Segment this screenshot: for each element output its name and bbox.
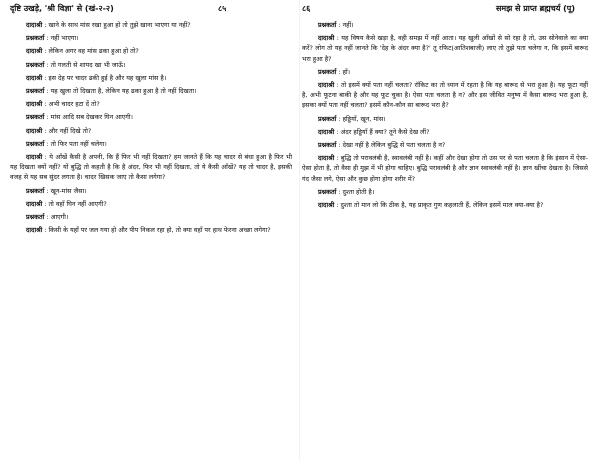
speaker-label: दादाश्री xyxy=(26,226,43,235)
dialogue-paragraph xyxy=(10,186,292,196)
dialogue-text: : हड्डियाँ, खून, मांस। xyxy=(336,114,386,123)
dialogue-paragraph xyxy=(302,20,588,30)
dialogue-text: : खाने के साथ मांस रखा हुआ हो तो तुझे खाना भाएगा या नहीं? xyxy=(42,21,191,29)
dialogue-paragraph xyxy=(10,112,292,122)
dialogue-paragraph xyxy=(10,225,292,235)
dialogue-paragraph xyxy=(302,67,588,77)
dialogue-paragraph xyxy=(10,199,292,209)
dialogue-text: : तो वहाँ घिन नहीं आएगी? xyxy=(42,199,107,208)
dialogue-paragraph xyxy=(302,114,588,124)
speaker-label: दादाश्री xyxy=(26,153,43,162)
dialogue-paragraph xyxy=(10,139,292,149)
dialogue-text: : आएगी। xyxy=(44,213,69,222)
dialogue-text: : बुद्धि तो परावलंबी है, स्वावलंबी नहीं है। कहीं और देखा होगा तो उस पर से पता चलता है कि इंसान में ऐसा-ऐसा होता है, तो वैसा ही मुझ में भी होगा चाहिए। बुद्धि परावलंबी है और ज्ञान स्वावलंबी नहीं है। ज्ञान खींचा देखता है। जिससे गंद जैसा लगे, ऐसा और कुछ होगा होगा शरीर में? xyxy=(302,154,588,183)
dialogue-paragraph xyxy=(10,152,292,183)
dialogue-paragraph xyxy=(302,187,588,197)
speaker-label: प्रश्नकर्ता xyxy=(26,60,45,69)
dialogue-text: : दुश्ता होती है। xyxy=(336,187,375,196)
speaker-label: दादाश्री xyxy=(318,127,335,136)
speaker-label: प्रश्नकर्ता xyxy=(26,87,45,96)
right-page-body xyxy=(302,20,588,213)
speaker-label: प्रश्नकर्ता xyxy=(318,21,337,29)
dialogue-text: : तो इसमें क्यों पता नहीं चलता? रॉकिट का तो ध्यान में रहता है कि यह बारूद से भरा हुआ है। यह फूटा नहीं है, अभी फूटना बाकी है और यह फूट चुका है। ऐसा पता चलता है न? और इस जीवित मनुष्य में कैसा बारूद भरा हुआ है, इसका क्यों पता नहीं चलता? इसमें कौन-कौन सा बारूद भरा है? xyxy=(302,81,588,110)
dialogue-text: : हाँ। xyxy=(336,67,351,76)
dialogue-paragraph xyxy=(302,33,588,64)
dialogue-paragraph xyxy=(10,60,292,70)
dialogue-text: : लेकिन अगर वह मांस ढका हुआ हो तो? xyxy=(42,47,139,56)
dialogue-text: : तो गलती से शायद खा भी जाऊँ। xyxy=(44,60,126,69)
speaker-label: प्रश्नकर्ता xyxy=(318,187,337,196)
speaker-label: दादाश्री xyxy=(318,34,335,43)
dialogue-text: : यह खुला तो दिखता है, लेकिन यह ढका हुआ है तो नहीं दिखता। xyxy=(44,87,197,96)
speaker-label: प्रश्नकर्ता xyxy=(26,113,45,122)
running-header-right: समझ से प्राप्त ब्रह्मचर्य (पू) xyxy=(496,4,575,13)
dialogue-text: : इस देह पर चादर ढकी हुई है और यह खुला मांस है। xyxy=(42,73,167,82)
dialogue-text: : खून-मांस जैसा। xyxy=(44,186,87,195)
dialogue-text: : मांस आदि सब देखकर घिन आएगी। xyxy=(44,113,133,122)
dialogue-paragraph xyxy=(10,126,292,136)
page-number-right: ८६ xyxy=(302,4,311,13)
dialogue-paragraph xyxy=(302,127,588,137)
dialogue-paragraph xyxy=(10,99,292,109)
speaker-label: प्रश्नकर्ता xyxy=(318,67,337,76)
speaker-label: प्रश्नकर्ता xyxy=(26,139,45,148)
dialogue-paragraph xyxy=(10,20,292,30)
speaker-label: दादाश्री xyxy=(26,100,43,109)
dialogue-text: : नहीं भाएगा। xyxy=(44,34,79,43)
speaker-label: प्रश्नकर्ता xyxy=(26,34,45,43)
speaker-label: प्रश्नकर्ता xyxy=(26,186,45,195)
speaker-label: दादाश्री xyxy=(318,154,335,163)
dialogue-paragraph xyxy=(302,80,588,111)
running-header-left: दृष्टि उखड़े, 'श्री विज्ञा' से (खं-२-२) xyxy=(10,4,114,13)
dialogue-text: : अभी चादर हटा दें तो? xyxy=(42,100,100,109)
speaker-label: प्रश्नकर्ता xyxy=(26,213,45,222)
right-page xyxy=(300,0,600,460)
left-page-body xyxy=(10,20,292,238)
dialogue-paragraph xyxy=(10,46,292,56)
dialogue-text: : दुश्ता तो मान लो कि ठीक है, यह प्राकृत गुण कहलाती हैं, लेकिन इसमें माल क्या-क्या है? xyxy=(334,201,544,210)
speaker-label: प्रश्नकर्ता xyxy=(318,114,337,123)
dialogue-paragraph xyxy=(10,73,292,83)
speaker-label: दादाश्री xyxy=(26,73,43,82)
dialogue-paragraph xyxy=(302,153,588,184)
dialogue-text: : और नहीं दिखे तो? xyxy=(42,126,92,135)
speaker-label: दादाश्री xyxy=(26,47,43,56)
dialogue-text: : यह विषय कैसे खड़ा है, वही समझ में नहीं आता। यह खुली आँखों से सो रहा है तो, उस सोनेवाले का क्या करें? लोग तो यह नहीं जानते कि 'देह के अंदर क्या है?' तू रफिट(आतिशबाजी) लाए तो तुझे पता चलेगा न, कि इसमें बारूद भरा हुआ है? xyxy=(302,34,588,63)
dialogue-paragraph xyxy=(10,212,292,222)
speaker-label: दादाश्री xyxy=(26,21,43,29)
speaker-label: दादाश्री xyxy=(318,201,335,210)
dialogue-text: : किसी के यहाँ पर जल गया हो और पीप निकल रहा हो, तो क्या वहाँ पर हाथ फेरना अच्छा लगेगा? xyxy=(42,226,271,235)
dialogue-text: : ये आँखें कैसी है अपनी, कि हैं फिर भी नहीं दिखता? हम जानते हैं कि यह चादर से बंधा हुआ है फिर भी यह दिखता क्यों नहीं? यों बुद्धि तो कहती है कि है अंदर, फिर भी नहीं दिखता, तो ये कैसी आँखें? यह तो चादर है, इसकी वजह से यह सब सुंदर लगता है। चादर खिसक जाए तो कैसा लगेगा? xyxy=(10,153,292,182)
speaker-label: दादाश्री xyxy=(26,126,43,135)
dialogue-text: : नहीं। xyxy=(336,21,354,29)
speaker-label: प्रश्नकर्ता xyxy=(318,141,337,150)
speaker-label: दादाश्री xyxy=(318,81,335,90)
dialogue-paragraph xyxy=(10,86,292,96)
dialogue-paragraph xyxy=(302,140,588,150)
dialogue-paragraph xyxy=(10,33,292,43)
dialogue-paragraph xyxy=(302,200,588,210)
page-number-left: ८५ xyxy=(218,4,227,13)
dialogue-text: : तो फिर पता नहीं चलेगा। xyxy=(44,139,107,148)
dialogue-text: : अंदर हड्डियाँ हैं क्या? तूने कैसे देख लीं? xyxy=(334,127,430,136)
dialogue-text: : देखा नहीं है लेकिन बुद्धि से पता चलता है न? xyxy=(336,141,446,150)
speaker-label: दादाश्री xyxy=(26,199,43,208)
